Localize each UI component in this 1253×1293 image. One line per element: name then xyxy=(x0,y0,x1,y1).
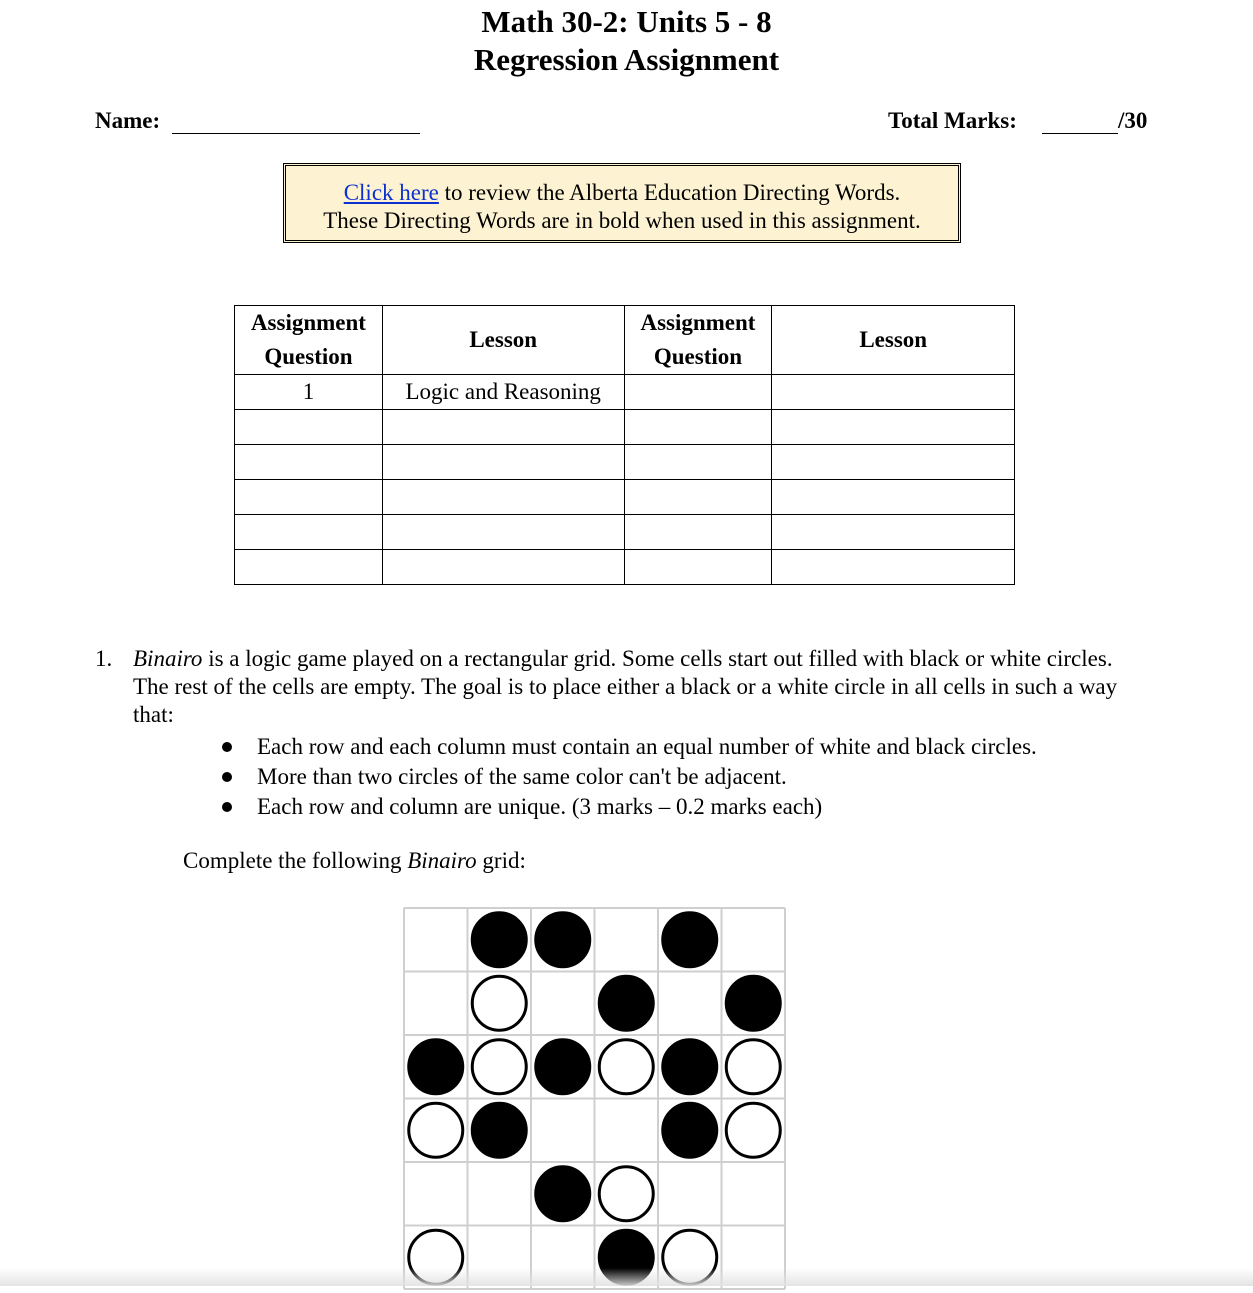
table-cell xyxy=(772,410,1015,445)
empty-cell[interactable] xyxy=(406,910,466,970)
table-cell xyxy=(772,375,1015,410)
question-text xyxy=(133,645,1138,729)
lesson-table-header-row xyxy=(235,306,1015,375)
black-circle xyxy=(599,976,653,1030)
black-circle xyxy=(536,1040,590,1094)
empty-cell[interactable] xyxy=(470,1164,530,1224)
black-circle xyxy=(409,1040,463,1094)
table-cell xyxy=(235,480,383,515)
game-name: Binairo xyxy=(133,646,203,671)
empty-cell[interactable] xyxy=(533,974,593,1034)
empty-cell[interactable] xyxy=(597,910,657,970)
bullet-icon xyxy=(222,802,232,812)
empty-cell[interactable] xyxy=(660,1164,720,1224)
total-marks-label: Total Marks: xyxy=(888,108,1017,133)
header-lesson: Lesson xyxy=(382,306,624,375)
question-intro: is a logic game played on a rectangular grid. Some cells start out filled with black or white circles. The rest of the cells are empty. The goal is to place either a black or a white circle in all cells in such a way that: xyxy=(133,646,1118,727)
table-cell xyxy=(235,515,383,550)
table-cell: 1 xyxy=(235,375,383,410)
white-circle xyxy=(472,1040,526,1094)
white-circle xyxy=(599,1040,653,1094)
total-marks-value: /30 xyxy=(1118,108,1148,133)
lesson-table xyxy=(234,305,1015,585)
white-circle xyxy=(726,1040,780,1094)
notice-line-1-text: to review the Alberta Education Directing Words. xyxy=(438,180,901,205)
black-circle xyxy=(663,1103,717,1157)
page-title xyxy=(0,3,1253,79)
table-cell xyxy=(382,480,624,515)
table-cell xyxy=(624,410,772,445)
black-circle xyxy=(726,976,780,1030)
complete-game-name: Binairo xyxy=(407,848,477,873)
white-circle xyxy=(726,1103,780,1157)
table-row xyxy=(235,480,1015,515)
table-cell xyxy=(624,480,772,515)
table-cell xyxy=(624,445,772,480)
table-cell: Logic and Reasoning xyxy=(382,375,624,410)
directing-words-notice xyxy=(283,163,961,243)
empty-cell[interactable] xyxy=(406,974,466,1034)
table-row xyxy=(235,375,1015,410)
binairo-grid xyxy=(403,907,789,1293)
empty-cell[interactable] xyxy=(533,1101,593,1161)
table-cell xyxy=(382,550,624,585)
complete-instruction xyxy=(183,848,526,874)
table-cell xyxy=(624,515,772,550)
table-cell xyxy=(235,410,383,445)
table-row xyxy=(235,550,1015,585)
question-number: 1. xyxy=(95,646,113,671)
table-row xyxy=(235,410,1015,445)
page-bottom-shadow xyxy=(0,1268,1253,1286)
table-cell xyxy=(624,375,772,410)
black-circle xyxy=(472,1103,526,1157)
empty-cell[interactable] xyxy=(597,1101,657,1161)
notice-line-2: These Directing Words are in bold when used in this assignment. xyxy=(323,208,921,233)
name-blank-line[interactable] xyxy=(172,133,420,134)
table-cell xyxy=(624,550,772,585)
bullet-icon xyxy=(222,742,232,752)
table-cell xyxy=(382,410,624,445)
complete-prefix: Complete the following xyxy=(183,848,408,873)
header-assignment-question: Assignment Question xyxy=(235,306,383,375)
title-line-1: Math 30-2: Units 5 - 8 xyxy=(481,4,772,39)
white-circle xyxy=(472,976,526,1030)
header-lesson: Lesson xyxy=(772,306,1015,375)
table-cell xyxy=(772,515,1015,550)
header-assignment-question: Assignment Question xyxy=(624,306,772,375)
empty-cell[interactable] xyxy=(724,910,784,970)
black-circle xyxy=(536,1167,590,1221)
table-row xyxy=(235,445,1015,480)
title-line-2: Regression Assignment xyxy=(473,42,780,77)
bullet-icon xyxy=(222,772,232,782)
total-marks-blank-line[interactable] xyxy=(1042,133,1118,134)
table-cell xyxy=(382,515,624,550)
rule-text: More than two circles of the same color can't be adjacent. xyxy=(257,764,787,789)
rule-text: Each row and column are unique. (3 marks – 0.2 marks each) xyxy=(257,794,823,819)
table-cell xyxy=(772,480,1015,515)
table-cell xyxy=(235,550,383,585)
empty-cell[interactable] xyxy=(660,974,720,1034)
black-circle xyxy=(663,1040,717,1094)
black-circle xyxy=(472,913,526,967)
white-circle xyxy=(599,1167,653,1221)
table-cell xyxy=(235,445,383,480)
name-label: Name: xyxy=(95,108,161,133)
notice-line-1 xyxy=(286,179,958,207)
table-cell xyxy=(772,445,1015,480)
black-circle xyxy=(536,913,590,967)
white-circle xyxy=(409,1103,463,1157)
black-circle xyxy=(663,913,717,967)
table-cell xyxy=(382,445,624,480)
table-row xyxy=(235,515,1015,550)
table-cell xyxy=(772,550,1015,585)
empty-cell[interactable] xyxy=(724,1164,784,1224)
rule-text: Each row and each column must contain an equal number of white and black circles. xyxy=(257,734,1037,759)
complete-suffix: grid: xyxy=(476,848,526,873)
click-here-link[interactable]: Click here xyxy=(343,180,439,205)
empty-cell[interactable] xyxy=(406,1164,466,1224)
